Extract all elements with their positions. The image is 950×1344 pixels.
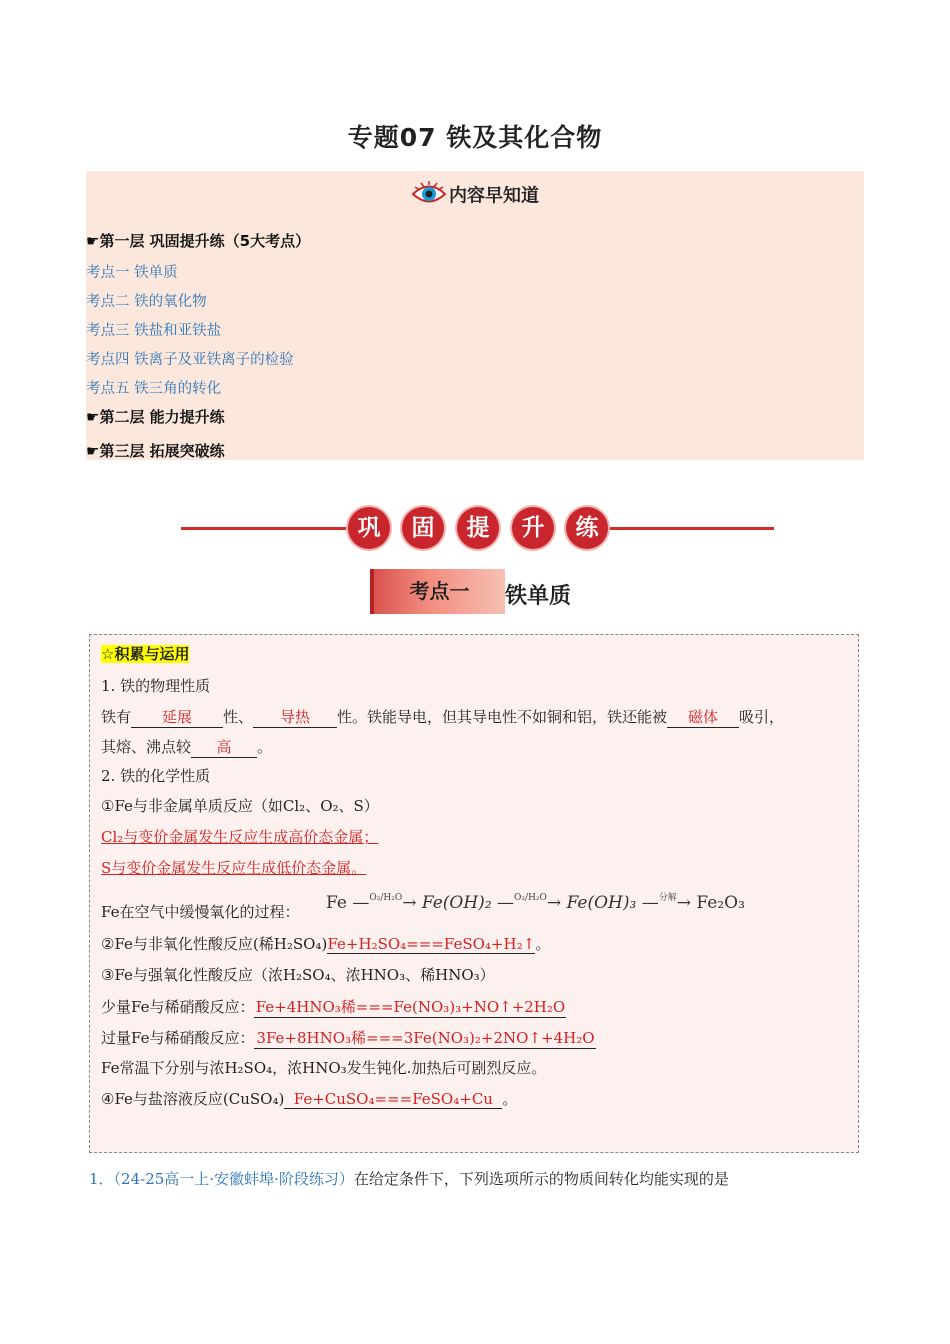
banner-char-1: 巩 [348,507,390,549]
reaction-4-answer: Fe+CuSO₄===FeSO₄+Cu [284,1090,502,1109]
eye-icon [411,181,447,212]
overview-heading-text: 内容早知道 [449,185,539,207]
overview-panel [86,171,864,460]
reaction-2-answer: Fe+H₂SO₄===FeSO₄+H₂↑ [327,935,536,953]
slow-oxidation-formula: Fe —$^{O_2/H_2O}$→ Fe(OH)₂ —$^{O_2/H_2O}$→ Fe(OH)₃ —$^{分解}$→ Fe₂O₃ [326,893,745,913]
reaction-3a: 少量Fe与稀硝酸反应：Fe+4HNO₃稀===Fe(NO₃)₃+NO↑+2H₂O [101,998,566,1016]
page-title: 专题07 铁及其化合物 [347,123,603,152]
point-3[interactable]: 考点三 铁盐和亚铁盐 [86,323,222,339]
reaction-1: ①Fe与非金属单质反应（如Cl₂、O₂、S） [101,797,379,815]
reaction-3b-answer: 3Fe+8HNO₃稀===3Fe(NO₃)₂+2NO↑+4H₂O [256,1029,595,1047]
overview-heading [86,181,864,212]
question-1-source[interactable]: （24-25高一上·安徽蚌埠·阶段练习） [113,1170,354,1188]
box-label: ☆积累与运用 [101,645,190,663]
reaction-1b: S与变价金属发生反应生成低价态金属。 [101,859,367,877]
layer-2: ☛第二层 能力提升练 [86,408,225,426]
blank-1: 延展 [131,706,223,728]
reaction-3c: Fe常温下分别与浓H₂SO₄，浓HNO₃发生钝化.加热后可剧烈反应。 [101,1059,547,1077]
reaction-2: ②Fe与非氧化性酸反应(稀H₂SO₄)Fe+H₂SO₄===FeSO₄+H₂↑。 [101,935,551,953]
banner-char-2: 固 [402,507,444,549]
point-2[interactable]: 考点二 铁的氧化物 [86,294,207,310]
layer-3: ☛第三层 拓展突破练 [86,442,225,460]
layer-1: ☛第一层 巩固提升练（5大考点） [86,232,311,250]
phys-title: 1. 铁的物理性质 [101,677,211,695]
point-1[interactable]: 考点一 铁单质 [86,265,178,281]
phys-line-2: 其熔、沸点较 高 。 [101,738,273,756]
reaction-1a: Cl₂与变价金属发生反应生成高价态金属； [101,828,379,846]
banner-char-5: 练 [566,507,608,549]
knowledge-box [89,634,859,1153]
banner-char-3: 提 [457,507,499,549]
section-tab: 考点一 [370,569,505,614]
banner-char-4: 升 [512,507,554,549]
phys-line-1: 铁有 延展 性、 导热 性。铁能导电，但其导电性不如铜和铝，铁还能被 磁体 吸引， [101,708,785,726]
reaction-3a-answer: Fe+4HNO₃稀===Fe(NO₃)₃+NO↑+2H₂O [255,998,566,1016]
reaction-4: ④Fe与盐溶液反应(CuSO₄) Fe+CuSO₄===FeSO₄+Cu 。 [101,1090,518,1108]
reaction-3b: 过量Fe与稀硝酸反应： 3Fe+8HNO₃稀===3Fe(NO₃)₂+2NO↑+4H₂O [101,1029,595,1047]
question-1-text: 在给定条件下，下列选项所示的物质间转化均能实现的是 [353,1170,729,1188]
section-title: 铁单质 [505,584,572,609]
banner-line-right [606,527,774,530]
question-1-number: 1． [89,1170,114,1188]
point-5[interactable]: 考点五 铁三角的转化 [86,381,222,397]
banner-line-left [181,527,346,530]
slow-oxidation-label: Fe在空气中缓慢氧化的过程： [101,903,300,921]
point-4[interactable]: 考点四 铁离子及亚铁离子的检验 [86,352,294,368]
chem-title: 2. 铁的化学性质 [101,767,211,785]
blank-4: 高 [191,736,257,758]
question-1 [89,1168,729,1189]
blank-3: 磁体 [667,706,739,728]
blank-2: 导热 [253,706,337,728]
reaction-3: ③Fe与强氧化性酸反应（浓H₂SO₄、浓HNO₃、稀HNO₃） [101,966,495,984]
